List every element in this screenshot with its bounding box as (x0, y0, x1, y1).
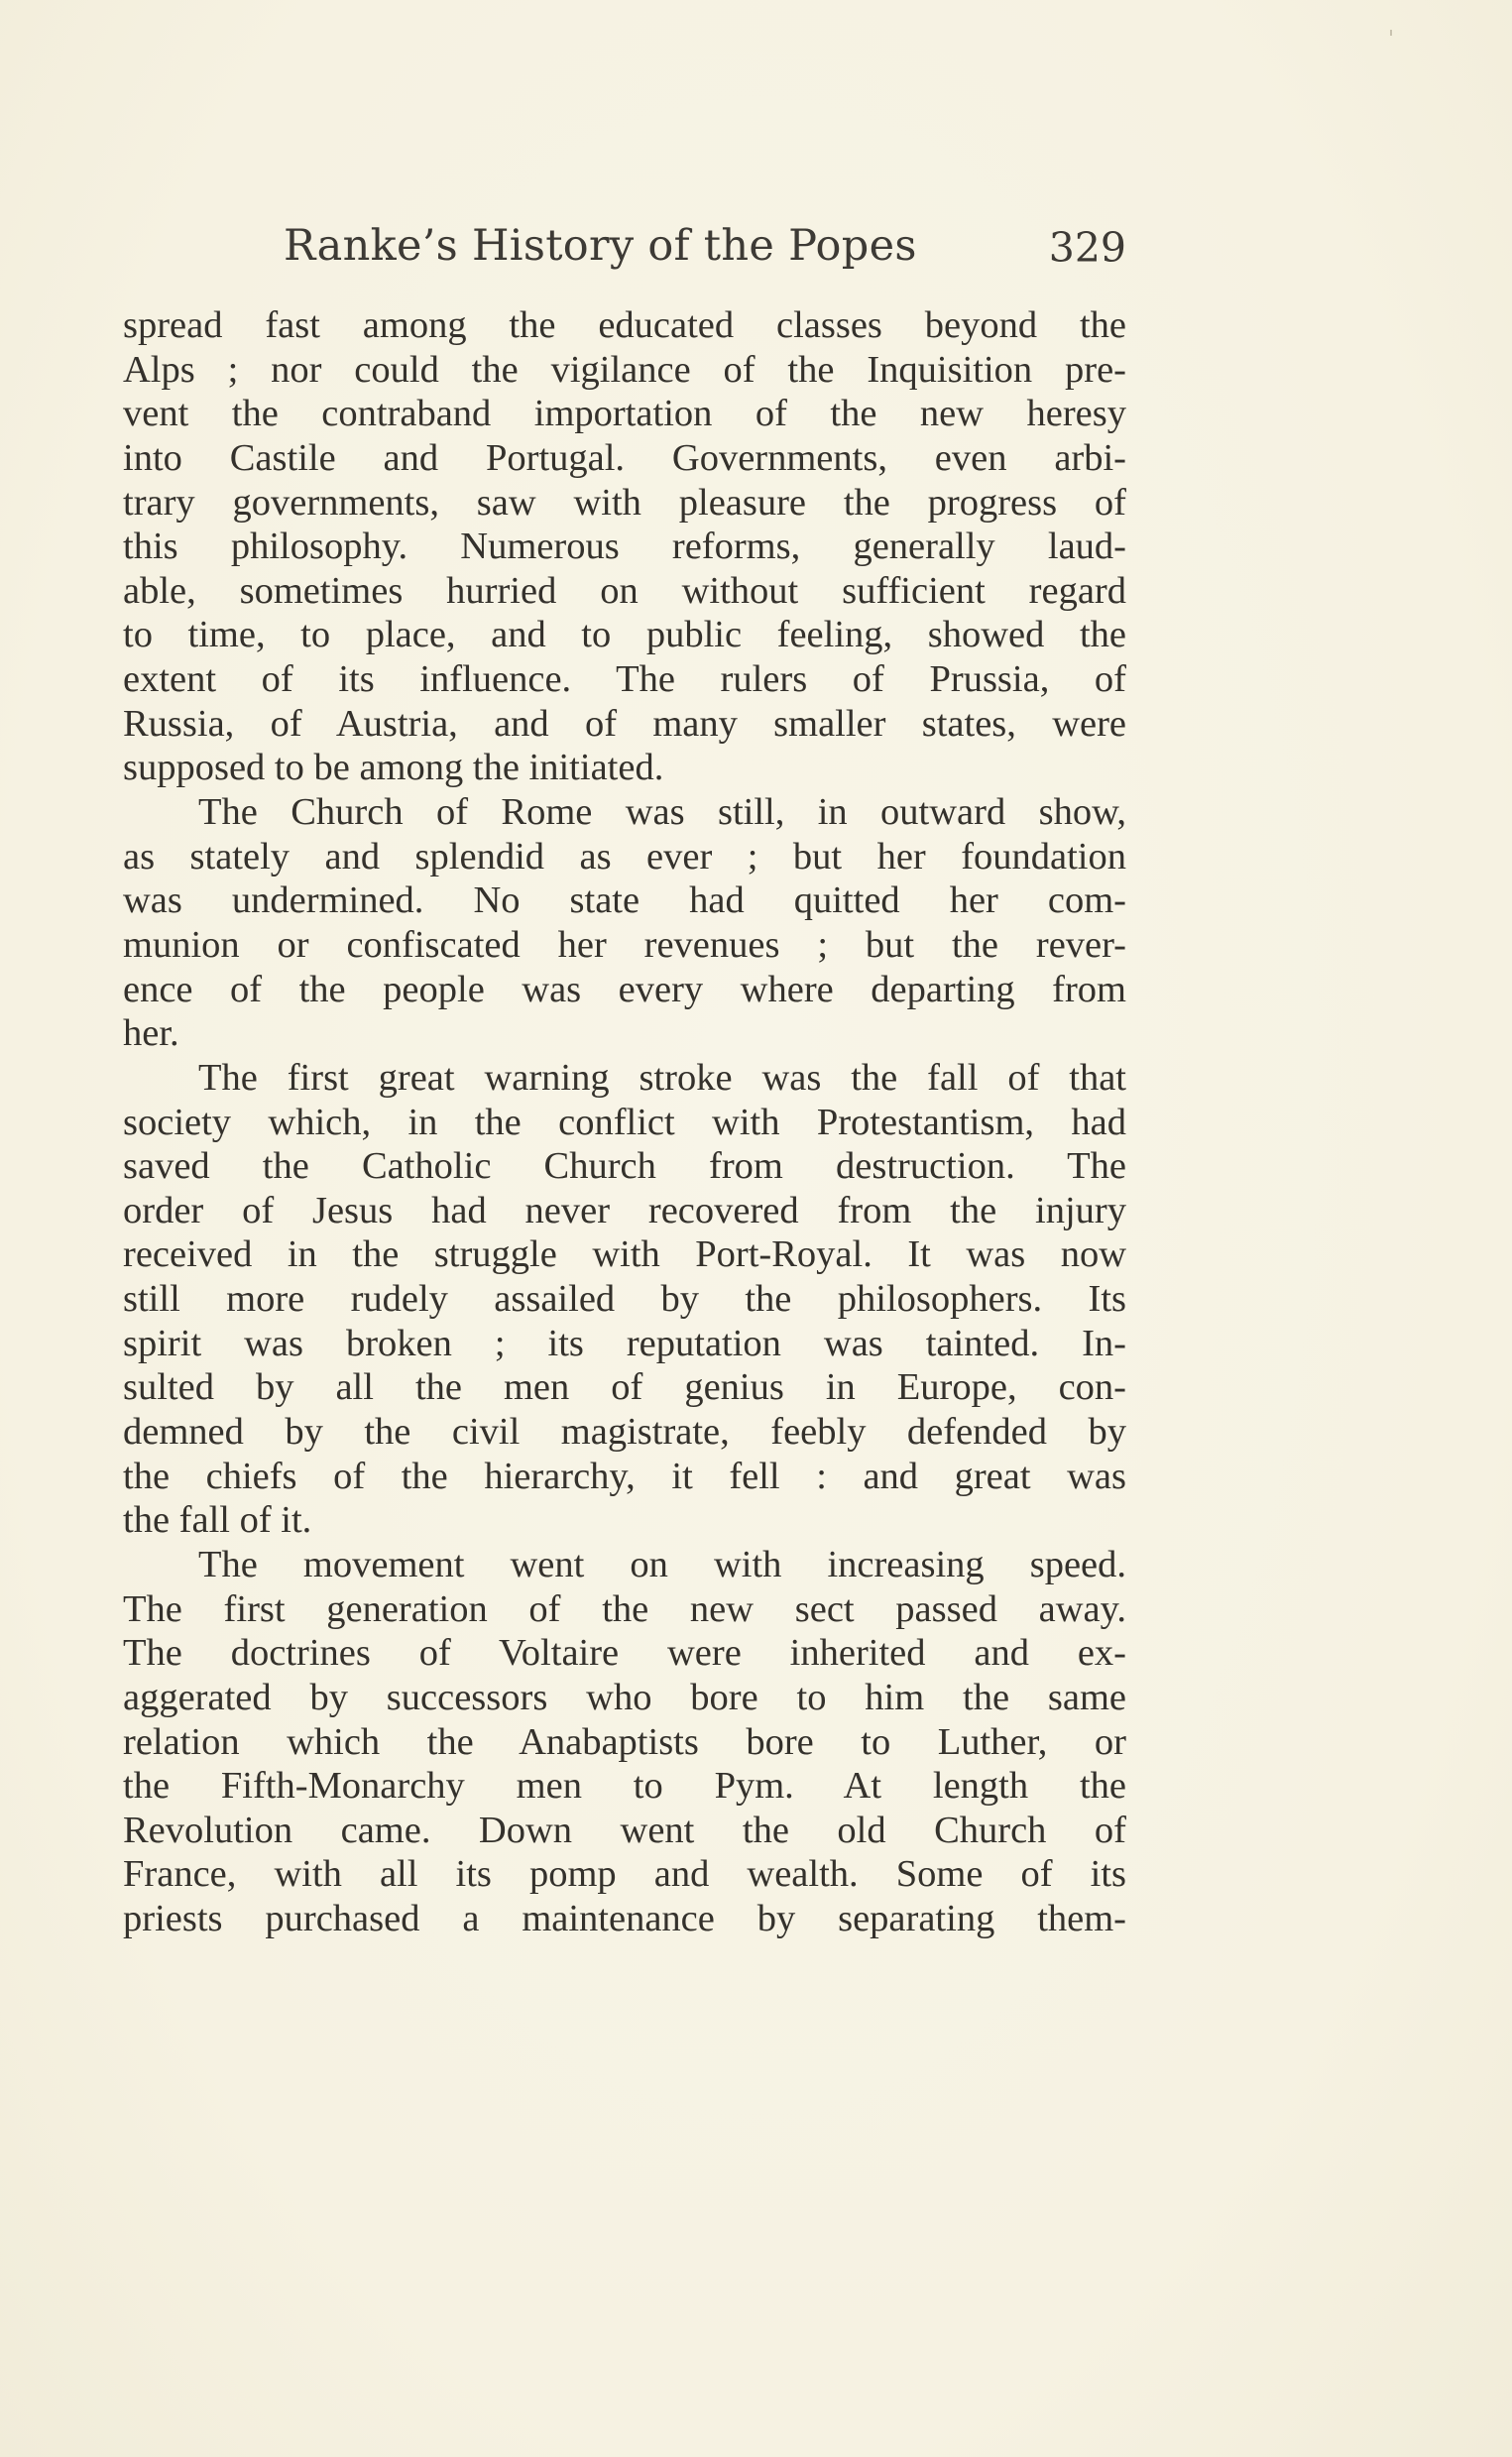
text-line: spread fast among the educated classes beyond the (123, 304, 1126, 346)
text-line: Russia, of Austria, and of many smaller states, were (123, 702, 1126, 745)
text-line: Alps ; nor could the vigilance of the Inquisition pre- (123, 348, 1126, 391)
text-line: society which, in the conflict with Protestantism, had (123, 1101, 1126, 1143)
text-line: order of Jesus had never recovered from the injury (123, 1189, 1126, 1231)
text-line: munion or confiscated her revenues ; but the rever- (123, 923, 1126, 966)
text-line: The doctrines of Voltaire were inherited and ex- (123, 1632, 1126, 1675)
text-line: extent of its influence. The rulers of Prussia, of (123, 658, 1126, 701)
text-line: received in the struggle with Port-Royal. It was now (123, 1233, 1126, 1276)
body-text (123, 303, 1126, 1941)
page-number: 329 (1048, 224, 1126, 272)
text-line: relation which the Anabaptists bore to Luther, or (123, 1720, 1126, 1763)
text-line: still more rudely assailed by the philosophers. Its (123, 1278, 1126, 1321)
text-line: The Church of Rome was still, in outward show, (198, 791, 1126, 834)
text-line: able, sometimes hurried on without sufficient regard (123, 569, 1126, 612)
text-line: aggerated by successors who bore to him the same (123, 1676, 1126, 1718)
text-line: France, with all its pomp and wealth. Some of its (123, 1853, 1126, 1896)
text-line: her. (123, 1012, 179, 1055)
text-line: ence of the people was every where departing from (123, 968, 1126, 1010)
text-line: trary governments, saw with pleasure the progress of (123, 481, 1126, 524)
text-line: demned by the civil magistrate, feebly defended by (123, 1411, 1126, 1454)
page-speck (1390, 30, 1392, 36)
text-line: Revolution came. Down went the old Church of (123, 1809, 1126, 1851)
text-line: to time, to place, and to public feeling, showed the (123, 614, 1126, 656)
running-head (117, 216, 1126, 276)
text-line: the Fifth-Monarchy men to Pym. At length the (123, 1765, 1126, 1808)
text-line: the fall of it. (123, 1499, 312, 1542)
text-line: saved the Catholic Church from destruction. The (123, 1145, 1126, 1188)
text-line: as stately and splendid as ever ; but her foundation (123, 835, 1126, 878)
text-line: vent the contraband importation of the new heresy (123, 393, 1126, 435)
text-line: spirit was broken ; its reputation was tainted. In- (123, 1322, 1126, 1364)
text-line: The first great warning stroke was the fall of that (198, 1056, 1126, 1099)
text-line: was undermined. No state had quitted her com- (123, 879, 1126, 922)
text-line: The movement went on with increasing speed. (198, 1543, 1126, 1585)
text-line: this philosophy. Numerous reforms, generally laud- (123, 526, 1126, 568)
text-line: the chiefs of the hierarchy, it fell : and great was (123, 1455, 1126, 1497)
text-line: supposed to be among the initiated. (123, 747, 664, 789)
text-line: The first generation of the new sect passed away. (123, 1587, 1126, 1630)
running-title: Ranke’s History of the Popes (284, 221, 917, 271)
text-line: into Castile and Portugal. Governments, even arbi- (123, 436, 1126, 479)
text-line: sulted by all the men of genius in Europe, con- (123, 1366, 1126, 1409)
text-line: priests purchased a maintenance by separating them- (123, 1898, 1126, 1940)
